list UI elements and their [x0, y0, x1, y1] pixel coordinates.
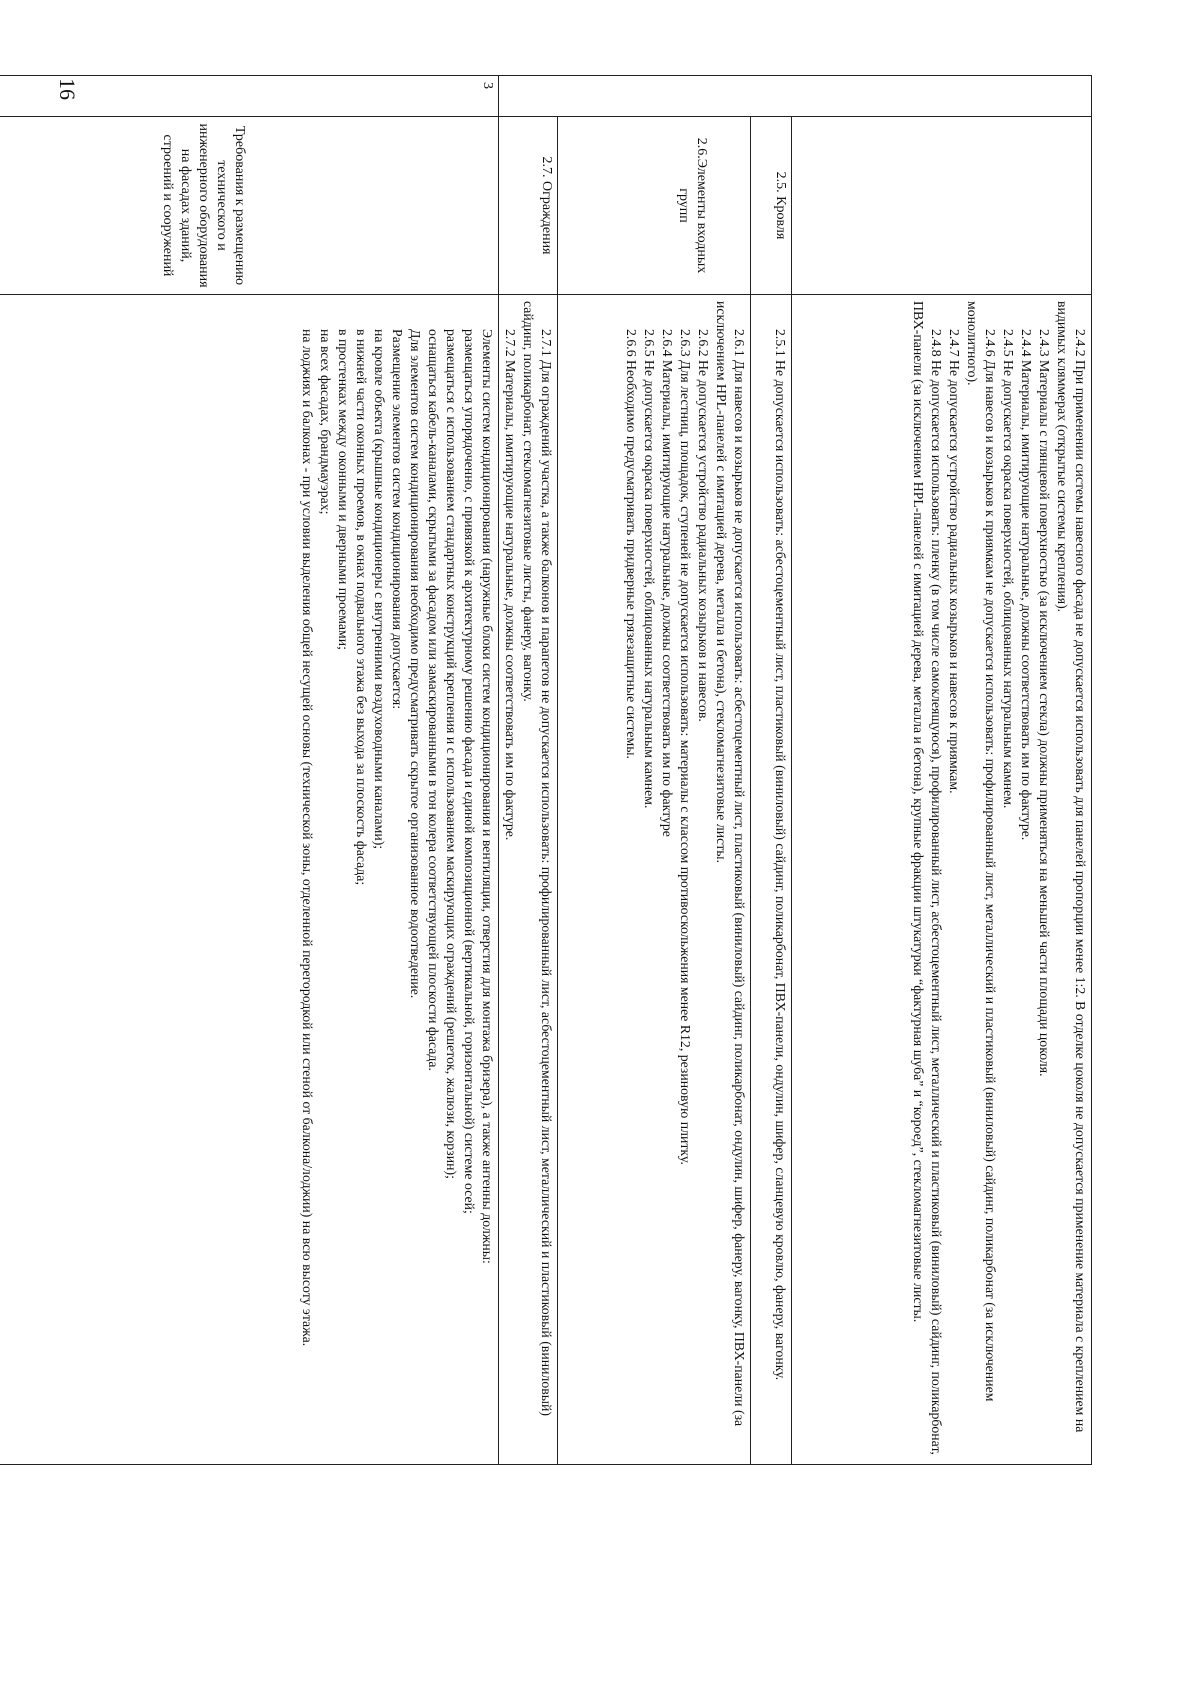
- paragraph: 2.4.8 Не допускается использовать: пленку (в том числе самоклеящуюся), профилированный лист, асбестоцементный лист, металлический и пластиковый (виниловый) сайдинг, поликарбонат, ПВХ-панели (за исключением HPL-панелей с имитацией дерева, металла и бетона), крупные фракции штукатурки “фактурная шуба” и “короед”, стекломагнезитовые листы.: [911, 301, 944, 1455]
- page-number: 16: [55, 78, 80, 100]
- table-row: [499, 76, 558, 1465]
- paragraph: 2.7.2 Материалы, имитирующие натуральные, должны соответствовать им по фактуре.: [503, 329, 518, 841]
- paragraph: 2.4.7 Не допускается устройство радиальных козырьков и навесов к приямкам.: [947, 329, 962, 794]
- rotated-table-block: [160, 75, 1092, 1465]
- table-row: [792, 76, 1092, 1465]
- paragraph: Элементы систем кондиционирования (наружные блоки систем кондиционирования и вентиляции, отверстия для монтажа бризера), а также антенны должны:: [480, 329, 495, 1264]
- paragraph: 2.5.1 Не допускается использовать: асбестоцементный лист, пластиковый (виниловый) сайдинг, поликарбонат, ПВХ-панели, ондулин, шифер, сланцевую кровлю, фанеру, вагонку.: [773, 329, 788, 1381]
- paragraph: Для элементов систем кондиционирования необходимо предусматривать скрытое организованное водоотведение.: [408, 329, 423, 999]
- paragraph: в нижней части оконных проемов, в окнах подвального этажа без выхода за плоскость фасада;: [354, 329, 369, 886]
- section-cell: 2.5. Кровля: [751, 117, 792, 295]
- paragraph: 2.4.4 Материалы, имитирующие натуральные, должны соответствовать им по фактуре.: [1019, 329, 1034, 841]
- content-cell: [0, 295, 499, 1465]
- paragraph: размещаться с использованием стандартных конструкций крепления и с использованием маскирующих ограждений (решеток, жалюзи, корзин);: [444, 329, 459, 1179]
- paragraph: 2.6.5 Не допускается окраска поверхностей, облицованных натуральным камнем.: [642, 329, 657, 809]
- table-row: [0, 76, 499, 1465]
- paragraph: на кровле объекта (крышные кондиционеры с внутренними воздуховодными каналами);: [372, 329, 387, 850]
- row-number-cell: 3: [0, 76, 499, 117]
- paragraph: 2.7.1 Для ограждений участка, а также балконов и парапетов не допускается использовать: профилированный лист, асбестоцементный лист, металлический и пластиковый (виниловый) сайдинг, поликарбонат, стекломагнезитовые листы, фанеру, вагонку.: [521, 301, 554, 1417]
- content-cell: [792, 295, 1092, 1465]
- paragraph: на всех фасадах, брандмауэрах;: [318, 329, 333, 515]
- paragraph: в простенках между оконными и дверными проемами;: [336, 329, 351, 650]
- table-row: [558, 76, 751, 1465]
- paragraph: 2.6.4 Материалы, имитирующие натуральные, должны соответствовать им по фактуре: [660, 329, 675, 837]
- paragraph: размещаться упорядоченно, с привязкой к архитектурному решению фасада и единой композиционной (вертикальной, горизонтальной) системе осей;: [462, 329, 477, 1214]
- paragraph: 2.6.3 Для лестниц, площадок, ступеней не допускается использовать: материалы с классом противоскольжения менее R12, резиновую плитку.: [678, 329, 693, 1165]
- section-cell: [792, 117, 1092, 295]
- paragraph: 2.6.1 Для навесов и козырьков не допускается использовать: асбестоцементный лист, пластиковый (виниловый) сайдинг, поликарбонат, ондулин, шифер, фанеру, вагонку, ПВХ-панели (за исключением HPL-панелей с имитацией дерева, металла и бетона), стекломагнезитовые листы.: [714, 301, 747, 1427]
- paragraph: 2.6.2 Не допускается устройство радиальных козырьков и навесов.: [696, 329, 711, 722]
- section-cell: 2.7. Ограждения: [499, 117, 558, 295]
- paragraph: 2.6.6 Необходимо предусматривать придверные грязезащитные системы.: [624, 329, 639, 759]
- row-number-cell: [499, 76, 1092, 117]
- paragraph: 2.4.3 Материалы с глянцевой поверхностью (за исключением стекла) должны применяться на меньшей части площади цоколя.: [1037, 329, 1052, 1077]
- paragraph: оснащаться кабель-каналами, скрытыми за фасадом или замаскированными в тон колера соответствующей плоскости фасада.: [426, 329, 441, 1071]
- paragraph: 2.4.2 При применении системы навесного фасада не допускается использовать для панелей пропорции менее 1:2. В отделке цоколя не допускается применение материала с креплением на видимых кляммерах (открытые системы крепления).: [1055, 301, 1088, 1433]
- requirements-table: [0, 75, 1092, 1465]
- table-row: [751, 76, 792, 1465]
- content-cell: [751, 295, 792, 1465]
- content-cell: [558, 295, 751, 1465]
- paragraph: на лоджиях и балконах - при условии выделения общей несущей основы (технической зоны, отделенной перегородкой или стеной от балкона/лоджии) на всю высоту этажа.: [300, 329, 315, 1347]
- content-cell: [499, 295, 558, 1465]
- paragraph: 2.4.5 Не допускается окраска поверхностей, облицованных натуральным камнем.: [1001, 329, 1016, 809]
- paragraph: 2.4.6 Для навесов и козырьков к приямкам не допускается использовать: профилированный лист, металлический и пластиковый (виниловый) сайдинг, поликарбонат (за исключением монолитного).: [965, 301, 998, 1402]
- section-cell: 2.6.Элементы входных групп: [558, 117, 751, 295]
- paragraph: Размещение элементов систем кондиционирования допускается:: [390, 329, 405, 710]
- section-cell: Требования к размещению технического и инженерного оборудования на фасадах зданий, строений и сооружений: [0, 117, 499, 295]
